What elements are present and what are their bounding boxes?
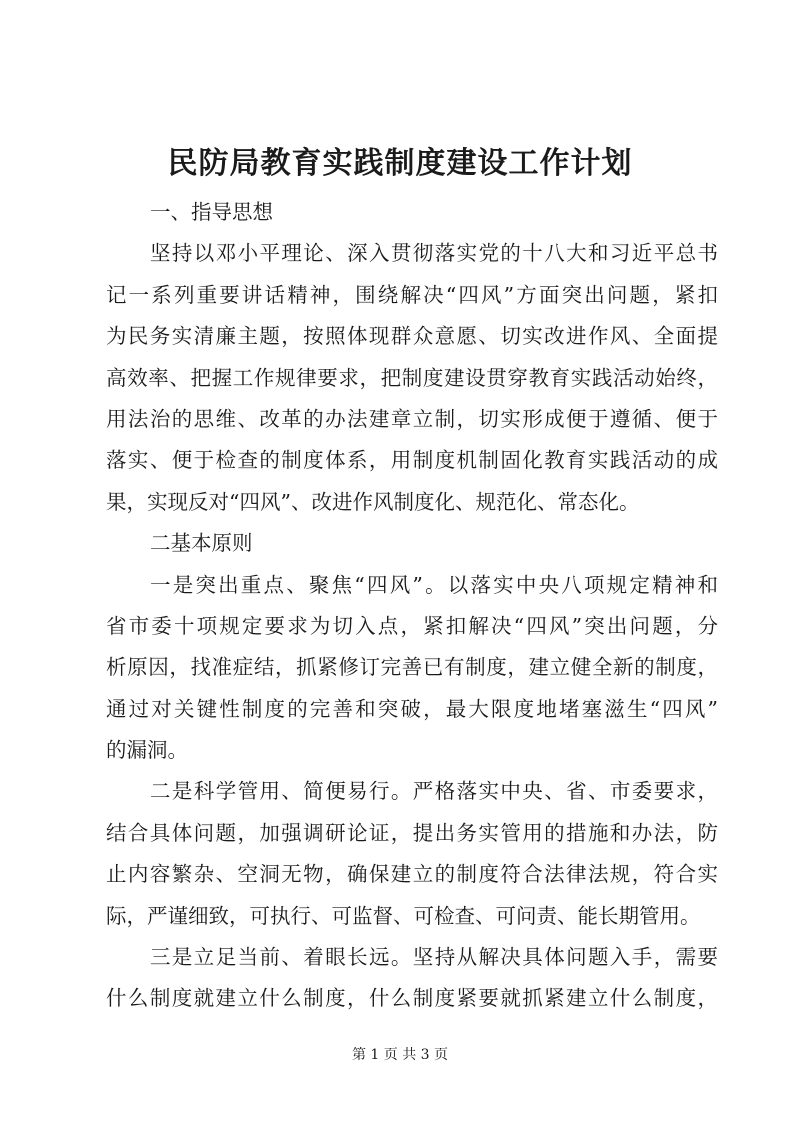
document-body xyxy=(106,192,718,1020)
paragraph-line: 果，实现反对“四风”、改进作风制度化、规范化、常态化。 xyxy=(106,489,640,514)
section-heading: 一、指导思想 xyxy=(150,200,273,224)
paragraph-line: 二是科学管用、简便易行。严格落实中央、省、市委要求， xyxy=(150,779,718,804)
section-heading: 二基本原则 xyxy=(150,531,253,556)
paragraph-line: 落实、便于检查的制度体系，用制度机制固化教育实践活动的成 xyxy=(106,448,718,473)
paragraph-line: 为民务实清廉主题，按照体现群众意愿、切实改进作风、全面提 xyxy=(106,324,718,349)
paragraph-line: 三是立足当前、着眼长远。坚持从解决具体问题入手，需要 xyxy=(150,945,718,970)
paragraph-line: 结合具体问题，加强调研论证，提出务实管用的措施和办法，防 xyxy=(106,820,718,845)
paragraph-line: 的漏洞。 xyxy=(106,738,188,763)
paragraph-line: 什么制度就建立什么制度，什么制度紧要就抓紧建立什么制度， xyxy=(106,986,718,1011)
paragraph-line: 高效率、把握工作规律要求，把制度建设贯穿教育实践活动始终， xyxy=(106,365,718,390)
page-footer: 第 1 页 共 3 页 xyxy=(351,1047,449,1063)
document-title: 民防局教育实践制度建设工作计划 xyxy=(167,146,633,181)
paragraph-line: 析原因，找准症结，抓紧修订完善已有制度，建立健全新的制度， xyxy=(106,655,718,680)
paragraph-line: 省市委十项规定要求为切入点，紧扣解决“四风”突出问题，分 xyxy=(106,613,718,638)
paragraph-line: 用法治的思维、改革的办法建章立制，切实形成便于遵循、便于 xyxy=(106,406,718,431)
paragraph-line: 一是突出重点、聚焦“四风”。以落实中央八项规定精神和 xyxy=(150,572,718,597)
paragraph-line: 际，严谨细致，可执行、可监督、可检查、可问责、能长期管用。 xyxy=(106,903,701,928)
paragraph-line: 通过对关键性制度的完善和突破，最大限度地堵塞滋生“四风” xyxy=(106,696,718,721)
paragraph-line: 记一系列重要讲话精神，围绕解决“四风”方面突出问题，紧扣 xyxy=(106,282,718,307)
paragraph-line: 坚持以邓小平理论、深入贯彻落实党的十八大和习近平总书 xyxy=(150,241,718,266)
paragraph-line: 止内容繁杂、空洞无物，确保建立的制度符合法律法规，符合实 xyxy=(106,862,718,887)
